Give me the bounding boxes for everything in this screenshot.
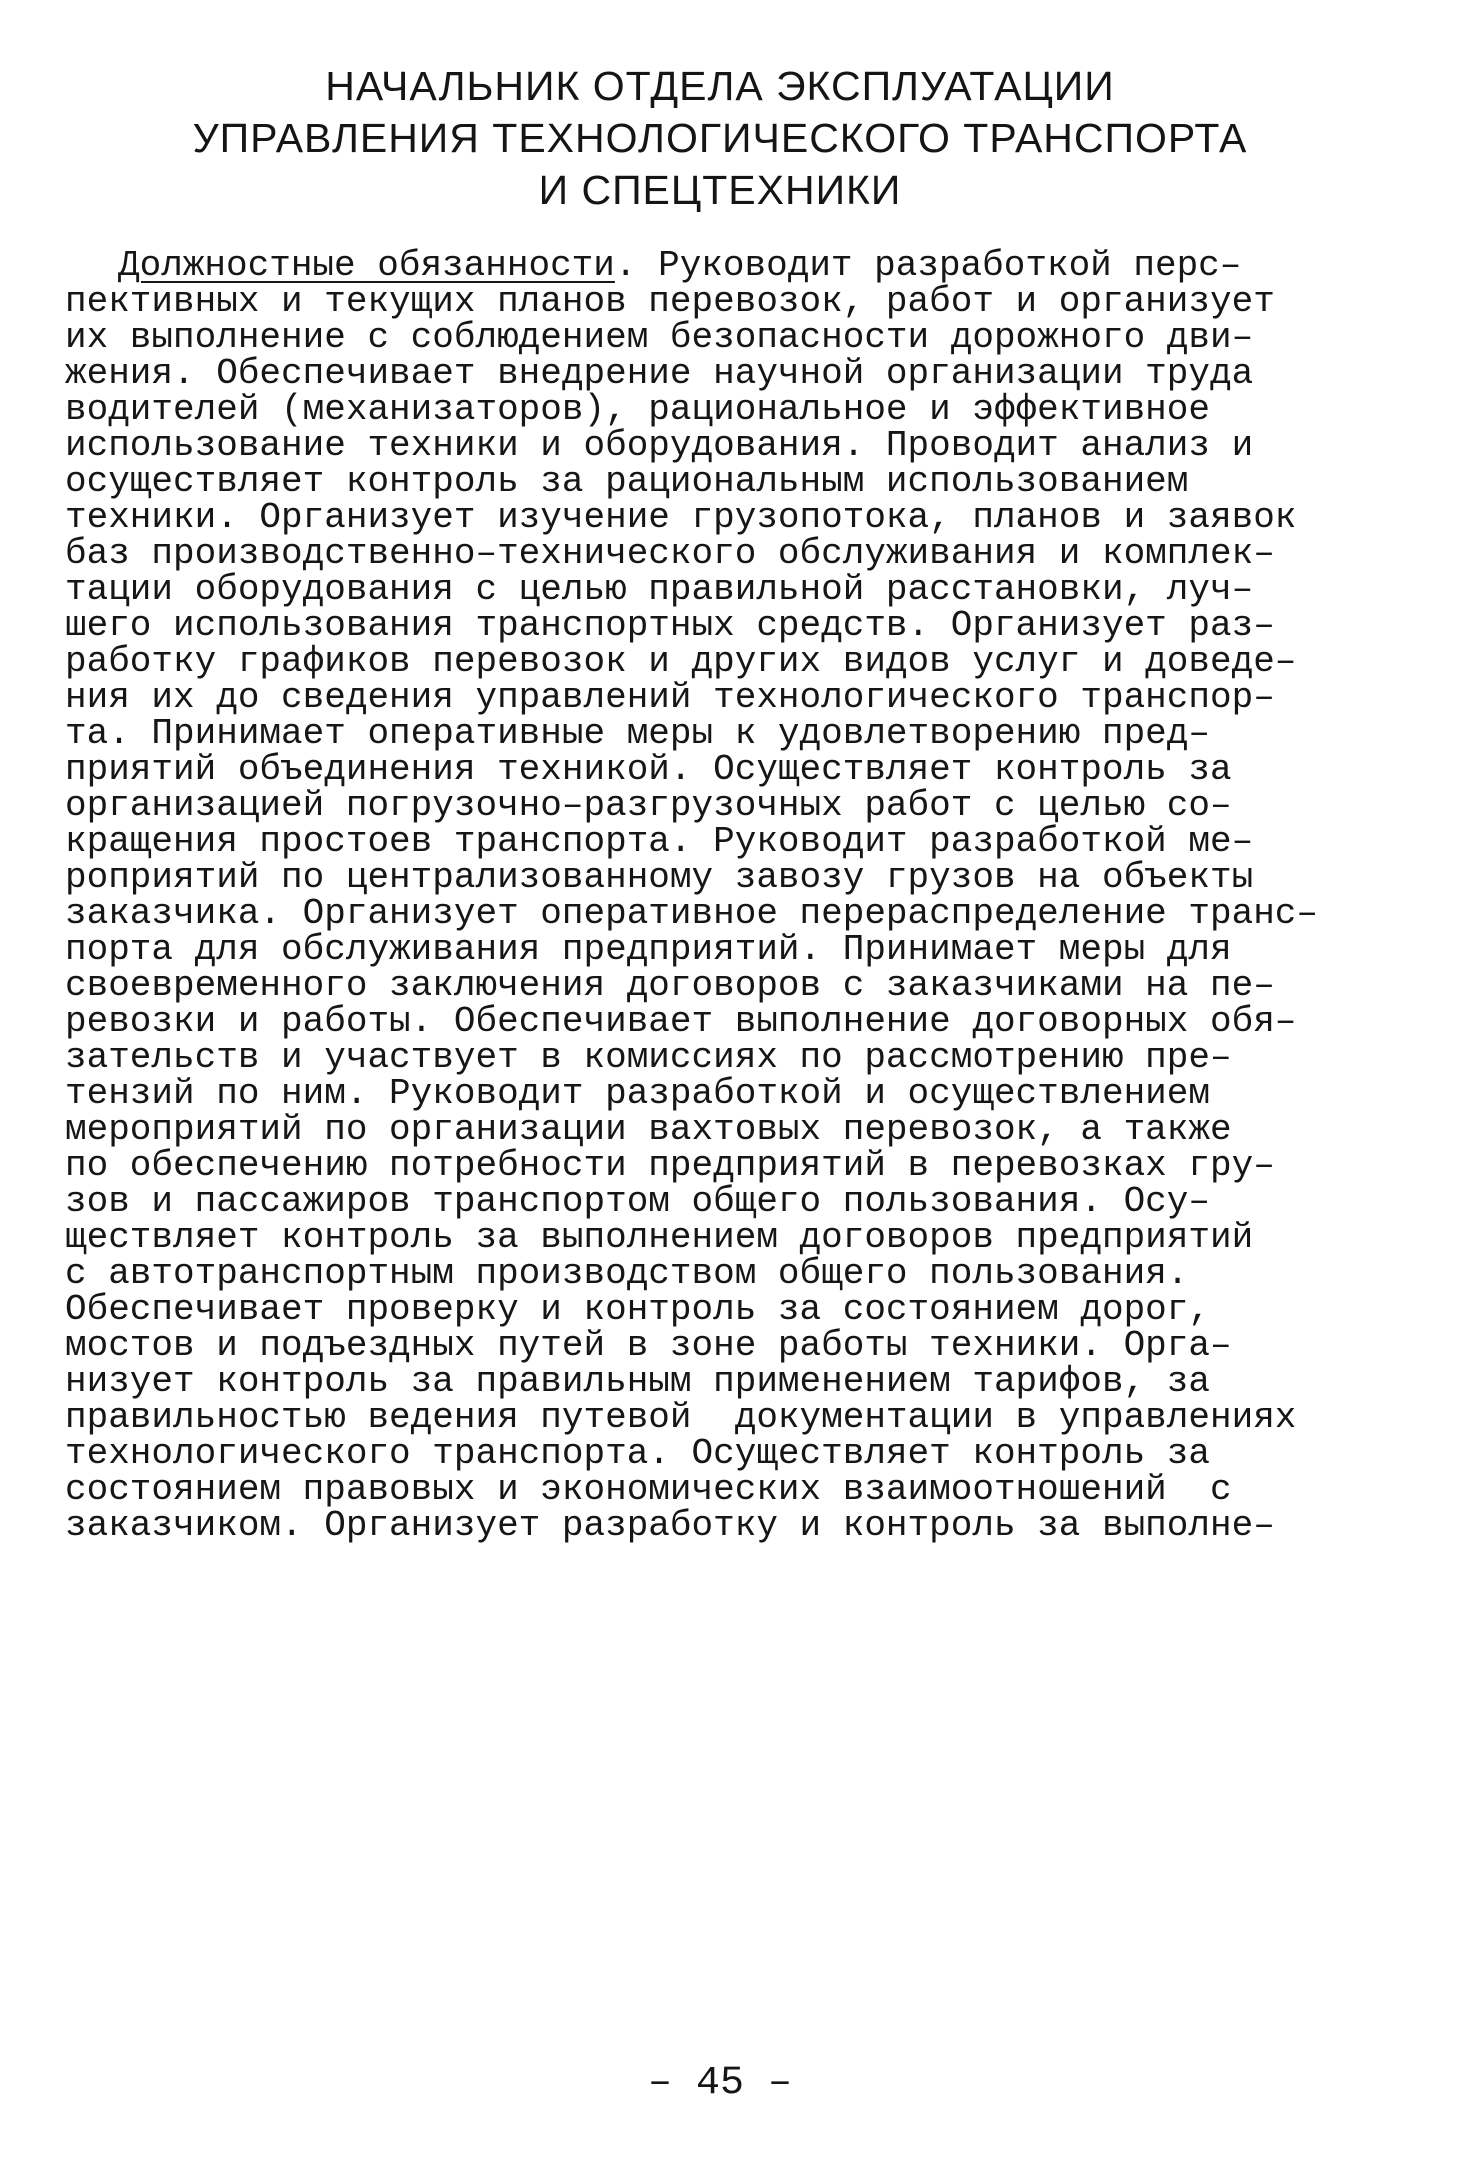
body-line: состоянием правовых и экономических взаимоотношений с (65, 1469, 1232, 1510)
title-line-3: И СПЕЦТЕХНИКИ (538, 167, 902, 213)
body-line: Обеспечивает проверку и контроль за состоянием дорог, (65, 1289, 1210, 1330)
first-line-text: . Руководит разработкой перс– (614, 245, 1242, 286)
body-line: ния их до сведения управлений технологического транспор– (65, 677, 1275, 718)
body-line: их выполнение с соблюдением безопасности дорожного дви– (65, 317, 1254, 358)
body-line: технологического транспорта. Осуществляет контроль за (65, 1433, 1210, 1474)
body-line: осуществляет контроль за рациональным использованием (65, 461, 1189, 502)
body-line: заказчиком. Организует разработку и контроль за выполне– (65, 1505, 1275, 1546)
body-line: техники. Организует изучение грузопотока, планов и заявок (65, 497, 1297, 538)
body-line: ревозки и работы. Обеспечивает выполнение договорных обя– (65, 1001, 1297, 1042)
duties-heading: Должностные обязанности (118, 245, 615, 286)
body-line: порта для обслуживания предприятий. Принимает меры для (65, 929, 1232, 970)
body-line: организацией погрузочно–разгрузочных работ с целью со– (65, 785, 1232, 826)
body-line: баз производственно–технического обслуживания и комплек– (65, 533, 1275, 574)
body-line: зов и пассажиров транспортом общего пользования. Осу– (65, 1181, 1210, 1222)
body-line: пективных и текущих планов перевозок, работ и организует (65, 281, 1275, 322)
body-line: приятий объединения техникой. Осуществляет контроль за (65, 749, 1232, 790)
body-line: жения. Обеспечивает внедрение научной организации труда (65, 353, 1254, 394)
body-line: низует контроль за правильным применением тарифов, за (65, 1361, 1210, 1402)
page-number: – 45 – (647, 2061, 793, 2106)
body-line: использование техники и оборудования. Проводит анализ и (65, 425, 1254, 466)
title-line-2: УПРАВЛЕНИЯ ТЕХНОЛОГИЧЕСКОГО ТРАНСПОРТА (192, 115, 1248, 161)
body-line: с автотранспортным производством общего пользования. (65, 1253, 1189, 1294)
body-line: кращения простоев транспорта. Руководит разработкой ме– (65, 821, 1254, 862)
body-line: тации оборудования с целью правильной расстановки, луч– (65, 569, 1254, 610)
body-line: ществляет контроль за выполнением договоров предприятий (65, 1217, 1254, 1258)
title-line-1: НАЧАЛЬНИК ОТДЕЛА ЭКСПЛУАТАЦИИ (325, 63, 1115, 109)
body-line: шего использования транспортных средств. Организует раз– (65, 605, 1275, 646)
body-line: роприятий по централизованному завозу грузов на объекты (65, 857, 1254, 898)
body-line: зательств и участвует в комиссиях по рассмотрению пре– (65, 1037, 1232, 1078)
body-line: по обеспечению потребности предприятий в перевозках гру– (65, 1145, 1275, 1186)
body-line: мероприятий по организации вахтовых перевозок, а также (65, 1109, 1232, 1150)
body-line: та. Принимает оперативные меры к удовлетворению пред– (65, 713, 1210, 754)
body-line: правильностью ведения путевой документации в управлениях (65, 1397, 1297, 1438)
body-line: своевременного заключения договоров с заказчиками на пе– (65, 965, 1275, 1006)
body-line: водителей (механизаторов), рациональное и эффективное (65, 389, 1210, 430)
body-line: работку графиков перевозок и других видов услуг и доведе– (65, 641, 1297, 682)
body-line: заказчика. Организует оперативное перераспределение транс– (65, 893, 1319, 934)
document-title (0, 60, 1440, 216)
body-line: тензий по ним. Руководит разработкой и осуществлением (65, 1073, 1210, 1114)
body-line: мостов и подъездных путей в зоне работы техники. Орга– (65, 1325, 1232, 1366)
